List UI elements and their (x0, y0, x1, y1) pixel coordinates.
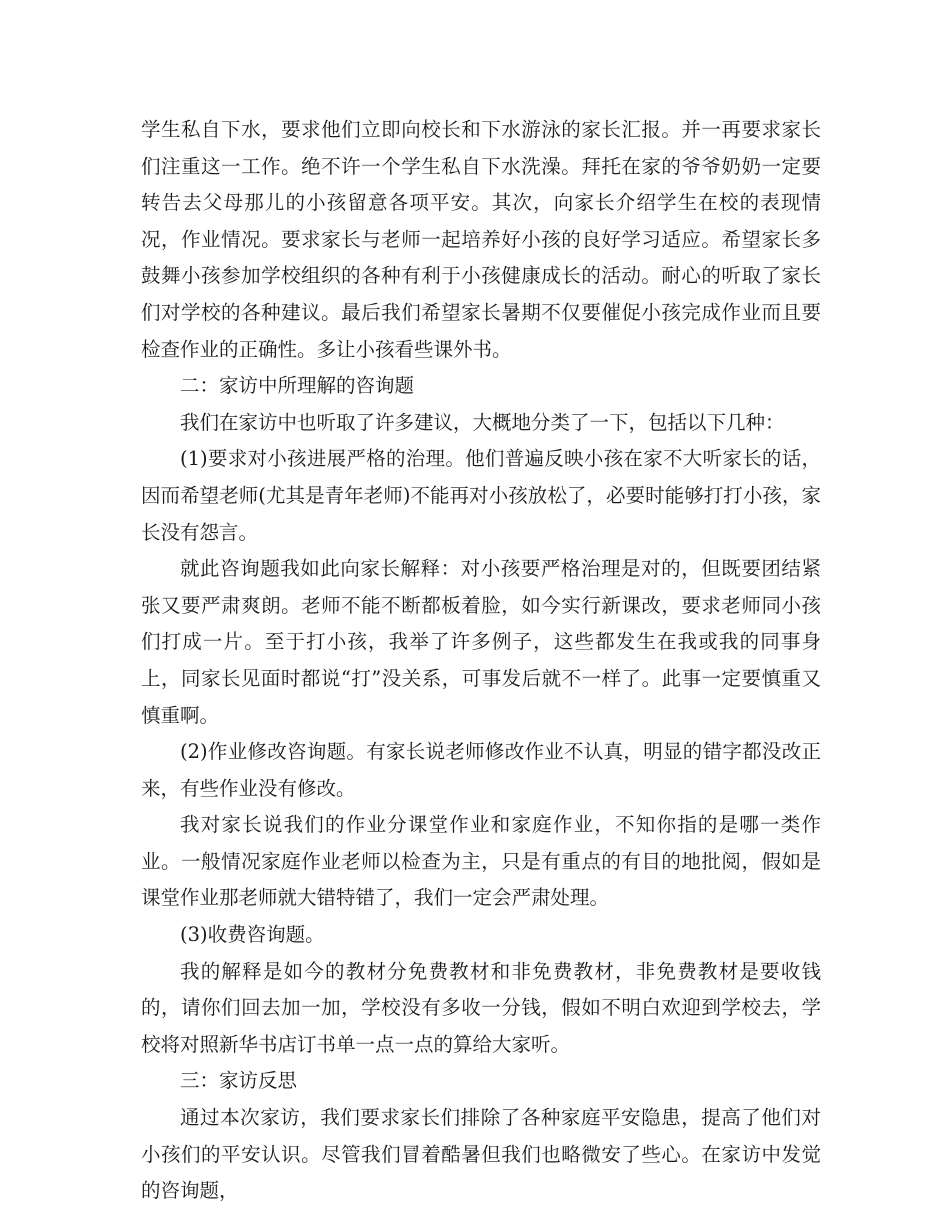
paragraph-item-1-strict-management: (1)要求对小孩进展严格的治理。他们普遍反映小孩在家不大听家长的话，因而希望老师(尤其是青年老师)不能再对小孩放松了，必要时能够打打小孩，家长没有怨言。 (141, 447, 821, 544)
paragraph-item-3-response: 我的解释是如今的教材分免费教材和非免费教材，非免费教材是要收钱的，请你们回去加一加，学校没有多收一分钱，假如不明白欢迎到学校去，学校将对照新华书店订书单一点一点的算给大家听。 (141, 959, 821, 1056)
paragraph-item-3-fees: (3)收费咨询题。 (180, 923, 325, 947)
paragraph-reflection: 通过本次家访，我们要求家长们排除了各种家庭平安隐患，提高了他们对小孩们的平安认识。尽管我们冒着酷暑但我们也略微安了些心。在家访中发觉的咨询题， (141, 1106, 821, 1203)
paragraph-suggestions-intro: 我们在家访中也听取了许多建议，大概地分类了一下，包括以下几种： (180, 410, 785, 434)
paragraph-item-2-response: 我对家长说我们的作业分课堂作业和家庭作业，不知你指的是哪一类作业。一般情况家庭作业老师以检查为主，只是有重点的有目的地批阅，假如是课堂作业那老师就大错特错了，我们一定会严肃处理。 (141, 813, 821, 910)
section-heading-reflection: 三：家访反思 (180, 1069, 298, 1093)
paragraph-safety-continued: 学生私自下水，要求他们立即向校长和下水游泳的家长汇报。并一再要求家长们注重这一工作。绝不许一个学生私自下水洗澡。拜托在家的爷爷奶奶一定要转告去父母那儿的小孩留意各项平安。其次，向家长介绍学生在校的表现情况，作业情况。要求家长与老师一起培养好小孩的良好学习适应。希望家长多鼓舞小孩参加学校组织的各种有利于小孩健康成长的活动。耐心的听取了家长们对学校的各种建议。最后我们希望家长暑期不仅要催促小孩完成作业而且要检查作业的正确性。多让小孩看些课外书。 (141, 118, 821, 361)
paragraph-item-1-response: 就此咨询题我如此向家长解释：对小孩要严格治理是对的，但既要团结紧张又要严肃爽朗。老师不能不断都板着脸，如今实行新课改，要求老师同小孩们打成一片。至于打小孩，我举了许多例子，这些都发生在我或我的同事身上，同家长见面时都说“打”没关系，可事发后就不一样了。此事一定要慎重又慎重啊。 (141, 557, 821, 727)
section-heading-issues: 二：家访中所理解的咨询题 (180, 374, 415, 398)
document-body (141, 112, 821, 1210)
paragraph-item-2-homework-correction: (2)作业修改咨询题。有家长说老师修改作业不认真，明显的错字都没改正来，有些作业没有修改。 (141, 740, 821, 800)
